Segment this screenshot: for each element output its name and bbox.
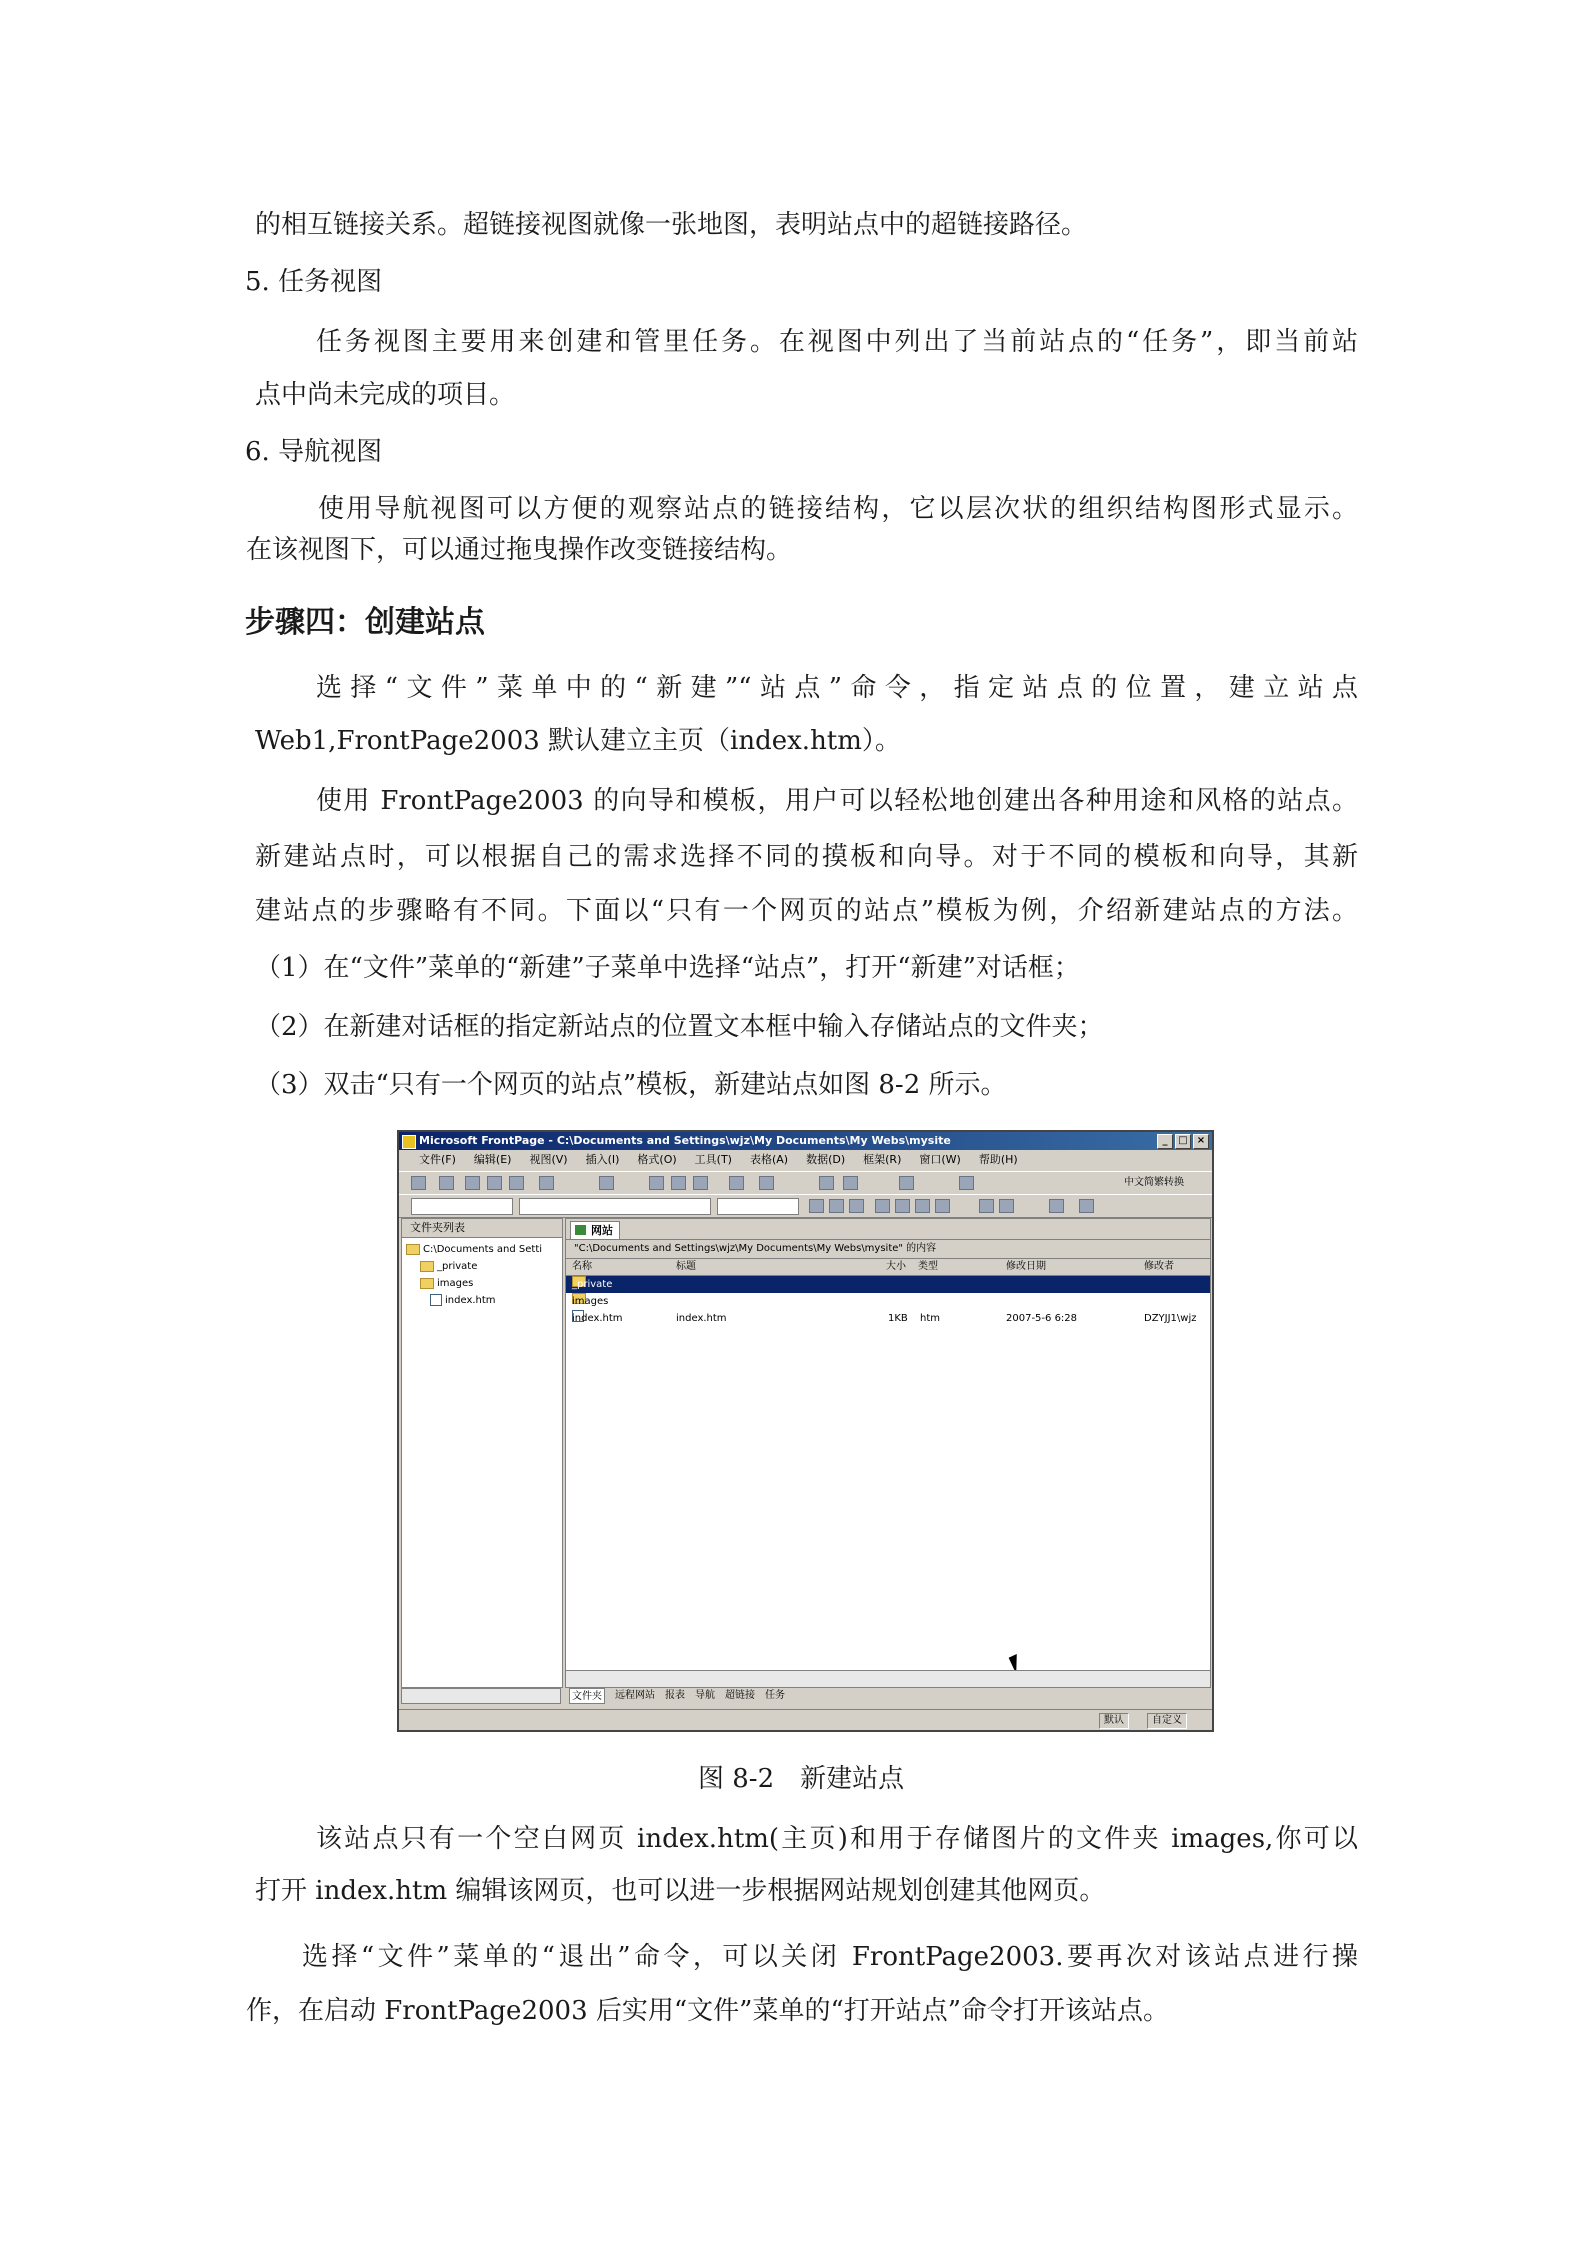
formatting-toolbar xyxy=(399,1194,1212,1218)
insert-table-icon[interactable] xyxy=(819,1176,834,1190)
maximize-button[interactable]: □ xyxy=(1175,1134,1191,1149)
tree-item-images[interactable] xyxy=(406,1275,542,1292)
copy-icon[interactable] xyxy=(671,1176,686,1190)
folder-icon xyxy=(406,1244,420,1255)
menu-help[interactable]: 帮助(H) xyxy=(978,1153,1018,1166)
view-tab-reports[interactable]: 报表 xyxy=(665,1690,685,1701)
align-left-icon[interactable] xyxy=(875,1199,890,1213)
view-tab-remote[interactable]: 远程网站 xyxy=(615,1690,655,1701)
file-type: htm xyxy=(920,1313,940,1324)
close-button[interactable]: × xyxy=(1193,1134,1209,1149)
menu-format[interactable]: 格式(O) xyxy=(637,1153,677,1166)
view-tabs xyxy=(565,1688,785,1704)
paragraph-exit-1: 选择“文件”菜单的“退出”命令，可以关闭 FrontPage2003.要再次对该站点进行操 xyxy=(302,1942,1358,1972)
bullets-icon[interactable] xyxy=(999,1199,1014,1213)
paragraph-task-view-2: 点中尚未完成的项目。 xyxy=(255,380,516,410)
window-titlebar xyxy=(399,1132,1212,1150)
cut-icon[interactable] xyxy=(649,1176,664,1190)
status-default[interactable]: 默认 xyxy=(1099,1713,1129,1729)
paragraph-continuation: 的相互链接关系。超链接视图就像一张地图，表明站点中的超链接路径。 xyxy=(255,210,1088,240)
file-date: 2007-5-6 6:28 xyxy=(1006,1313,1078,1324)
tree-item-label: index.htm xyxy=(445,1295,496,1306)
menu-edit[interactable]: 编辑(E) xyxy=(473,1153,512,1166)
search-icon[interactable] xyxy=(487,1176,502,1190)
paragraph-wizard-1: 使用 FrontPage2003 的向导和模板，用户可以轻松地创建出各种用途和风格的站点。 xyxy=(316,786,1358,816)
paragraph-wizard-2: 新建站点时，可以根据自己的需求选择不同的摸板和向导。对于不同的模板和向导，其新 xyxy=(255,842,1358,872)
minimize-button[interactable]: _ xyxy=(1157,1134,1173,1149)
menu-table[interactable]: 表格(A) xyxy=(749,1153,789,1166)
file-row[interactable] xyxy=(566,1293,1210,1310)
file-title: index.htm xyxy=(676,1313,727,1324)
view-tab-folders[interactable]: 文件夹 xyxy=(569,1688,605,1704)
tab-website[interactable] xyxy=(570,1221,620,1239)
menu-view[interactable]: 视图(V) xyxy=(529,1153,568,1166)
frontpage-screenshot xyxy=(397,1130,1214,1732)
help-icon[interactable] xyxy=(959,1176,974,1190)
italic-icon[interactable] xyxy=(829,1199,844,1213)
tab-label: 网站 xyxy=(591,1224,613,1237)
frontpage-app-icon xyxy=(402,1135,416,1149)
folder-list-header: 文件夹列表 xyxy=(402,1219,562,1238)
paste-icon[interactable] xyxy=(693,1176,708,1190)
open-icon[interactable] xyxy=(439,1176,454,1190)
file-row[interactable] xyxy=(566,1276,1210,1293)
preview-icon[interactable] xyxy=(539,1176,554,1190)
paragraph-wizard-3: 建站点的步骤略有不同。下面以“只有一个网页的站点”模板为例，介绍新建站点的方法。 xyxy=(255,896,1358,926)
tree-root[interactable] xyxy=(406,1241,542,1258)
file-row[interactable] xyxy=(566,1310,1210,1327)
menu-bar xyxy=(399,1150,1212,1170)
contents-path: "C:\Documents and Settings\wjz\My Documents\My Webs\mysite" 的内容 xyxy=(566,1240,1210,1259)
file-name-text: index.htm xyxy=(572,1313,623,1324)
horizontal-scrollbar[interactable] xyxy=(566,1670,1210,1687)
font-dropdown[interactable] xyxy=(519,1198,711,1215)
menu-file[interactable]: 文件(F) xyxy=(419,1153,456,1166)
step-2: （2）在新建对话框的指定新站点的位置文本框中输入存储站点的文件夹； xyxy=(255,1012,1104,1042)
view-tab-navigation[interactable]: 导航 xyxy=(695,1690,715,1701)
bold-icon[interactable] xyxy=(809,1199,824,1213)
menu-tools[interactable]: 工具(T) xyxy=(694,1153,732,1166)
window-title: Microsoft FrontPage - C:\Documents and Settings\wjz\My Documents\My Webs\mysite xyxy=(419,1134,951,1147)
spelling-icon[interactable] xyxy=(599,1176,614,1190)
menu-insert[interactable]: 插入(I) xyxy=(585,1153,620,1166)
paragraph-create-site-1: 选择“文件”菜单中的“新建”“站点”命令，指定站点的位置，建立站点 xyxy=(316,673,1358,703)
chinese-convert-button[interactable]: 中文简繁转换 xyxy=(1124,1177,1184,1188)
folder-pane-scrollbar[interactable] xyxy=(401,1688,561,1704)
file-size: 1KB xyxy=(888,1313,908,1324)
paragraph-task-view-1: 任务视图主要用来创建和管里任务。在视图中列出了当前站点的“任务”，即当前站 xyxy=(316,327,1358,357)
column-header xyxy=(566,1259,1210,1276)
col-name[interactable]: 名称 xyxy=(572,1261,592,1272)
insert-picture-icon[interactable] xyxy=(843,1176,858,1190)
undo-icon[interactable] xyxy=(729,1176,744,1190)
folder-tree xyxy=(406,1241,542,1309)
file-name-text: _private xyxy=(572,1279,613,1290)
col-modified[interactable]: 修改日期 xyxy=(1006,1261,1046,1272)
paragraph-create-site-2: Web1,FrontPage2003 默认建立主页（index.htm）。 xyxy=(255,726,901,756)
style-dropdown[interactable] xyxy=(411,1198,513,1215)
col-modified-by[interactable]: 修改者 xyxy=(1144,1261,1174,1272)
folder-list-pane xyxy=(401,1218,563,1688)
align-right-icon[interactable] xyxy=(915,1199,930,1213)
col-title[interactable]: 标题 xyxy=(676,1261,696,1272)
paragraph-nav-view-1: 使用导航视图可以方便的观察站点的链接结构，它以层次状的组织结构图形式显示。 xyxy=(318,494,1358,524)
justify-icon[interactable] xyxy=(935,1199,950,1213)
font-color-icon[interactable] xyxy=(1079,1199,1094,1213)
print-icon[interactable] xyxy=(509,1176,524,1190)
step-3: （3）双击“只有一个网页的站点”模板，新建站点如图 8-2 所示。 xyxy=(255,1070,1007,1100)
view-tab-hyperlinks[interactable]: 超链接 xyxy=(725,1690,755,1701)
hyperlink-icon[interactable] xyxy=(899,1176,914,1190)
status-custom[interactable]: 自定义 xyxy=(1147,1713,1187,1729)
menu-window[interactable]: 窗口(W) xyxy=(919,1153,961,1166)
tree-root-label: C:\Documents and Setti xyxy=(423,1244,543,1255)
subheading-task-view: 5. 任务视图 xyxy=(245,267,383,297)
save-icon[interactable] xyxy=(465,1176,480,1190)
new-page-icon[interactable] xyxy=(411,1176,426,1190)
website-icon xyxy=(575,1225,586,1235)
paragraph-nav-view-2: 在该视图下，可以通过拖曳操作改变链接结构。 xyxy=(246,535,793,565)
font-size-dropdown[interactable] xyxy=(717,1198,799,1215)
tree-item-label: _private xyxy=(437,1261,478,1272)
file-modified-by: DZYJJ1\wjz xyxy=(1144,1313,1197,1324)
align-center-icon[interactable] xyxy=(895,1199,910,1213)
tab-strip xyxy=(566,1219,1210,1240)
step-1: （1）在“文件”菜单的“新建”子菜单中选择“站点”，打开“新建”对话框； xyxy=(255,953,1080,983)
paragraph-result-1: 该站点只有一个空白网页 index.htm(主页)和用于存储图片的文件夹 images,你可以 xyxy=(316,1824,1358,1854)
folder-icon xyxy=(420,1261,434,1272)
home-page-icon xyxy=(430,1294,442,1306)
highlight-icon[interactable] xyxy=(1049,1199,1064,1213)
view-tab-tasks[interactable]: 任务 xyxy=(765,1690,785,1701)
underline-icon[interactable] xyxy=(849,1199,864,1213)
tree-item-private[interactable] xyxy=(406,1258,542,1275)
tree-item-index[interactable] xyxy=(406,1292,542,1309)
menu-data[interactable]: 数据(D) xyxy=(806,1153,846,1166)
status-bar xyxy=(399,1709,1212,1730)
file-name-text: images xyxy=(572,1296,609,1307)
section-heading: 步骤四：创建站点 xyxy=(245,605,485,640)
folder-icon xyxy=(420,1278,434,1289)
subheading-nav-view: 6. 导航视图 xyxy=(245,437,383,467)
figure-caption: 图 8-2 新建站点 xyxy=(698,1764,905,1794)
numbering-icon[interactable] xyxy=(979,1199,994,1213)
website-pane xyxy=(565,1218,1211,1688)
col-type[interactable]: 类型 xyxy=(918,1261,938,1272)
tree-item-label: images xyxy=(437,1278,474,1289)
redo-icon[interactable] xyxy=(759,1176,774,1190)
paragraph-result-2: 打开 index.htm 编辑该网页，也可以进一步根据网站规划创建其他网页。 xyxy=(255,1876,1106,1906)
menu-frames[interactable]: 框架(R) xyxy=(863,1153,902,1166)
paragraph-exit-2: 作，在启动 FrontPage2003 后实用“文件”菜单的“打开站点”命令打开该站点。 xyxy=(246,1996,1170,2026)
standard-toolbar xyxy=(399,1171,1212,1195)
col-size[interactable]: 大小 xyxy=(886,1261,906,1272)
